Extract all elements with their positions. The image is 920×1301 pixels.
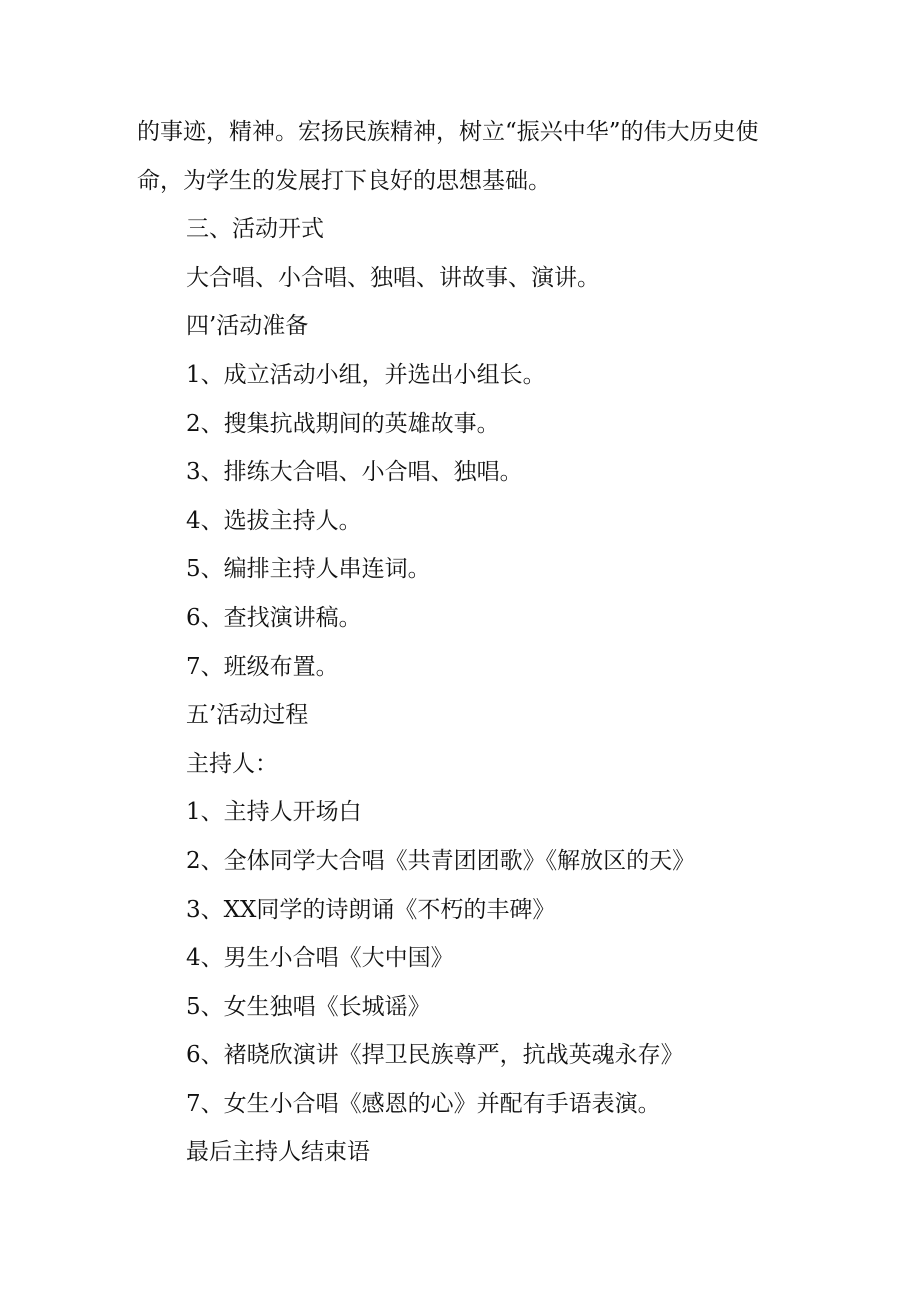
list-item: 5、编排主持人串连词。 bbox=[186, 556, 431, 583]
list-item: 6、查找演讲稿。 bbox=[186, 604, 362, 631]
list-item: 3、XX同学的诗朗诵《不朽的丰碑》 bbox=[186, 896, 556, 923]
list-item: 1、成立活动小组，并选出小组长。 bbox=[186, 361, 546, 388]
paragraph-line: 命，为学生的发展打下良好的思想基础。 bbox=[137, 167, 551, 194]
host-label: 主持人： bbox=[186, 750, 278, 777]
list-item: 4、选拔主持人。 bbox=[186, 507, 362, 534]
activity-form-text: 大合唱、小合唱、独唱、讲故事、演讲。 bbox=[186, 264, 600, 291]
list-item: 7、女生小合唱《感恩的心》并配有手语表演。 bbox=[186, 1090, 661, 1117]
section-heading-process: 五’活动过程 bbox=[186, 702, 309, 729]
list-item: 5、女生独唱《长城谣》 bbox=[186, 993, 431, 1020]
section-heading-preparation: 四’活动准备 bbox=[186, 313, 309, 340]
list-item: 7、班级布置。 bbox=[186, 653, 339, 680]
section-heading-activity-form: 三、活动开式 bbox=[186, 216, 324, 243]
list-item: 1、主持人开场白 bbox=[186, 799, 362, 826]
closing-line: 最后主持人结束语 bbox=[186, 1139, 370, 1166]
list-item: 2、搜集抗战期间的英雄故事。 bbox=[186, 410, 500, 437]
list-item: 6、褚晓欣演讲《捍卫民族尊严，抗战英魂永存》 bbox=[186, 1042, 684, 1069]
list-item: 4、男生小合唱《大中国》 bbox=[186, 945, 454, 972]
list-item: 3、排练大合唱、小合唱、独唱。 bbox=[186, 459, 523, 486]
paragraph-line: 的事迹，精神。宏扬民族精神，树立“振兴中华”的伟大历史使 bbox=[137, 119, 759, 145]
list-item: 2、全体同学大合唱《共青团团歌》《解放区的天》 bbox=[186, 847, 696, 874]
document-body bbox=[137, 112, 797, 1181]
